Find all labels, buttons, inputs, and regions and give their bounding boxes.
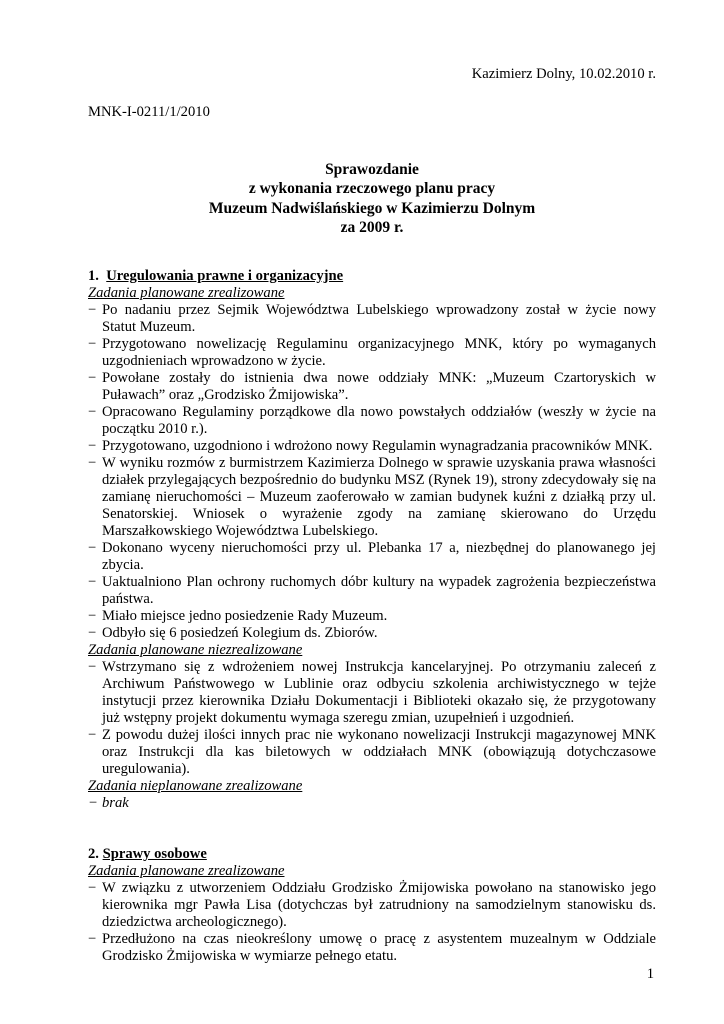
list-item: − Uaktualniono Plan ochrony ruchomych dóbr kultury na wypadek zagrożenia bezpieczeństwa państwa. xyxy=(88,574,656,608)
reference-number: MNK-I-0211/1/2010 xyxy=(88,104,210,120)
section-2-title: Sprawy osobowe xyxy=(102,846,207,862)
list-item: − Przygotowano nowelizację Regulaminu organizacyjnego MNK, który po wymaganych uzgodnieniach wprowadzono w życie. xyxy=(88,336,656,370)
list-item: − Odbyło się 6 posiedzeń Kolegium ds. Zbiorów. xyxy=(88,625,656,642)
title-line-3: Muzeum Nadwiślańskiego w Kazimierzu Dolnym xyxy=(208,199,536,217)
list-item: − Po nadaniu przez Sejmik Województwa Lubelskiego wprowadzony został w życie nowy Statut Muzeum. xyxy=(88,302,656,336)
title-line-2: z wykonania rzeczowego planu pracy xyxy=(248,180,496,198)
list-item: − Przygotowano, uzgodniono i wdrożono nowy Regulamin wynagradzania pracowników MNK. xyxy=(88,438,656,455)
section-1-planned-done-list xyxy=(88,302,656,642)
section-2-number: 2. xyxy=(88,846,99,862)
list-item: − W związku z utworzeniem Oddziału Grodzisko Żmijowiska powołano na stanowisko jego kierownika mgr Pawła Lisa (dotychczas był zatrudniony na samodzielnym stanowisku ds. dziedzictwa archeologicznego). xyxy=(88,880,656,931)
section-1-unplanned-done-list xyxy=(88,795,656,812)
list-item: − Dokonano wyceny nieruchomości przy ul. Plebanka 17 a, niezbędnej do planowanego jej zbycia. xyxy=(88,540,656,574)
document-date: Kazimierz Dolny, 10.02.2010 r. xyxy=(471,66,656,82)
list-item: − W wyniku rozmów z burmistrzem Kazimierza Dolnego w sprawie uzyskania prawa własności działek przylegających bezpośrednio do budynku MSZ (Rynek 19), strony zdecydowały się na zamianę nieruchomości – Muzeum zaoferowało w zamian budynek kuźni z działką przy ul. Senatorskiej. Wniosek o wyrażenie zgody na zamianę skierowano do Urzędu Marszałkowskiego Województwa Lubelskiego. xyxy=(88,455,656,540)
section-spacer xyxy=(88,812,656,846)
section-2-planned-done-label: Zadania planowane zrealizowane xyxy=(88,863,285,879)
list-item: − Powołane zostały do istnienia dwa nowe oddziały MNK: „Muzeum Czartoryskich w Puławach” oraz „Grodzisko Żmijowiska”. xyxy=(88,370,656,404)
section-2-heading xyxy=(88,846,656,863)
section-1-planned-not-done-list xyxy=(88,659,656,778)
list-item: − Z powodu dużej ilości innych prac nie wykonano nowelizacji Instrukcji magazynowej MNK oraz Instrukcji dla kas biletowych w oddziałach MNK (obowiązują dotychczasowe uregulowania). xyxy=(88,727,656,778)
document-title xyxy=(88,160,656,237)
list-item: − Miało miejsce jedno posiedzenie Rady Muzeum. xyxy=(88,608,656,625)
list-item: − brak xyxy=(88,795,656,812)
title-line-4: za 2009 r. xyxy=(340,218,404,236)
section-1-unplanned-done-label: Zadania nieplanowane zrealizowane xyxy=(88,778,303,794)
page-number: 1 xyxy=(646,966,654,982)
section-1-planned-done-label: Zadania planowane zrealizowane xyxy=(88,285,285,301)
list-item: − Opracowano Regulaminy porządkowe dla nowo powstałych oddziałów (weszły w życie na początku 2010 r.). xyxy=(88,404,656,438)
section-1-planned-not-done-label: Zadania planowane niezrealizowane xyxy=(88,642,303,658)
section-1-title: Uregulowania prawne i organizacyjne xyxy=(106,268,344,284)
list-item: − Wstrzymano się z wdrożeniem nowej Instrukcja kancelaryjnej. Po otrzymaniu zaleceń z Archiwum Państwowego w Lublinie oraz odbyciu szkolenia archiwistycznego w tejże instytucji przez kierownika Działu Dokumentacji i Biblioteki okazało się, że przygotowany już wstępny projekt dokumentu wymaga szeregu zmian, uzupełnień i uzgodnień. xyxy=(88,659,656,727)
section-1-heading xyxy=(88,268,656,285)
list-item: − Przedłużono na czas nieokreślony umowę o pracę z asystentem muzealnym w Oddziale Grodzisko Żmijowiska w wymiarze pełnego etatu. xyxy=(88,931,656,965)
document-body xyxy=(88,268,656,965)
section-2-planned-done-list xyxy=(88,880,656,965)
section-1-number: 1. xyxy=(88,268,99,284)
title-line-1: Sprawozdanie xyxy=(325,161,419,178)
